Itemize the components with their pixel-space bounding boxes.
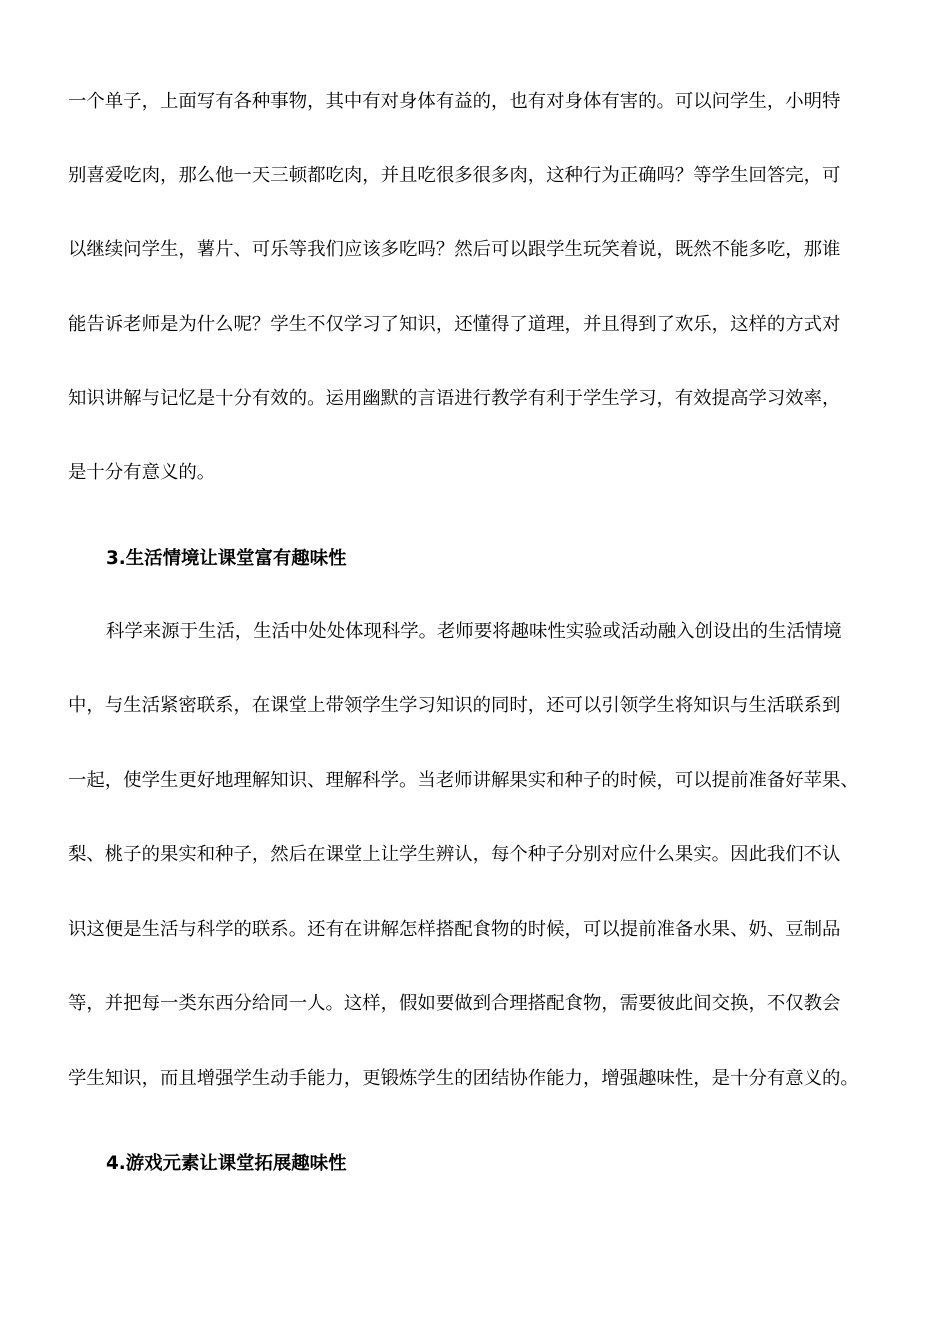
text-line: 能告诉老师是为什么呢？学生不仅学习了知识，还懂得了道理，并且得到了欢乐，这样的方式对 [68,314,841,335]
section-heading-4: 4.游戏元素让课堂拓展趣味性 [106,1153,347,1174]
text-line: 知识讲解与记忆是十分有效的。运用幽默的言语进行教学有利于学生学习，有效提高学习效率， [68,388,841,409]
text-line: 一起，使学生更好地理解知识、理解科学。当老师讲解果实和种子的时候，可以提前准备好苹果、 [68,770,859,791]
text-line: 等，并把每一类东西分给同一人。这样，假如要做到合理搭配食物，需要彼此间交换，不仅教会 [68,993,841,1014]
text-line: 以继续问学生，薯片、可乐等我们应该多吃吗？然后可以跟学生玩笑着说，既然不能多吃，那谁 [68,239,841,260]
text-line: 是十分有意义的。 [68,462,216,483]
text-line: 识这便是生活与科学的联系。还有在讲解怎样搭配食物的时候，可以提前准备水果、奶、豆制品 [68,919,841,940]
text-line: 中，与生活紧密联系，在课堂上带领学生学习知识的同时，还可以引领学生将知识与生活联系到 [68,695,841,716]
text-line: 科学来源于生活，生活中处处体现科学。老师要将趣味性实验或活动融入创设出的生活情境 [106,621,842,642]
section-heading-3: 3.生活情境让课堂富有趣味性 [106,548,347,569]
text-line: 别喜爱吃肉，那么他一天三顿都吃肉，并且吃很多很多肉，这种行为正确吗？等学生回答完，可 [68,165,841,186]
text-line: 学生知识，而且增强学生动手能力，更锻炼学生的团结协作能力，增强趣味性，是十分有意义的。 [68,1068,859,1089]
text-line: 一个单子，上面写有各种事物，其中有对身体有益的，也有对身体有害的。可以问学生，小明特 [68,91,841,112]
text-line: 梨、桃子的果实和种子，然后在课堂上让学生辨认，每个种子分别对应什么果实。因此我们不认 [68,844,841,865]
